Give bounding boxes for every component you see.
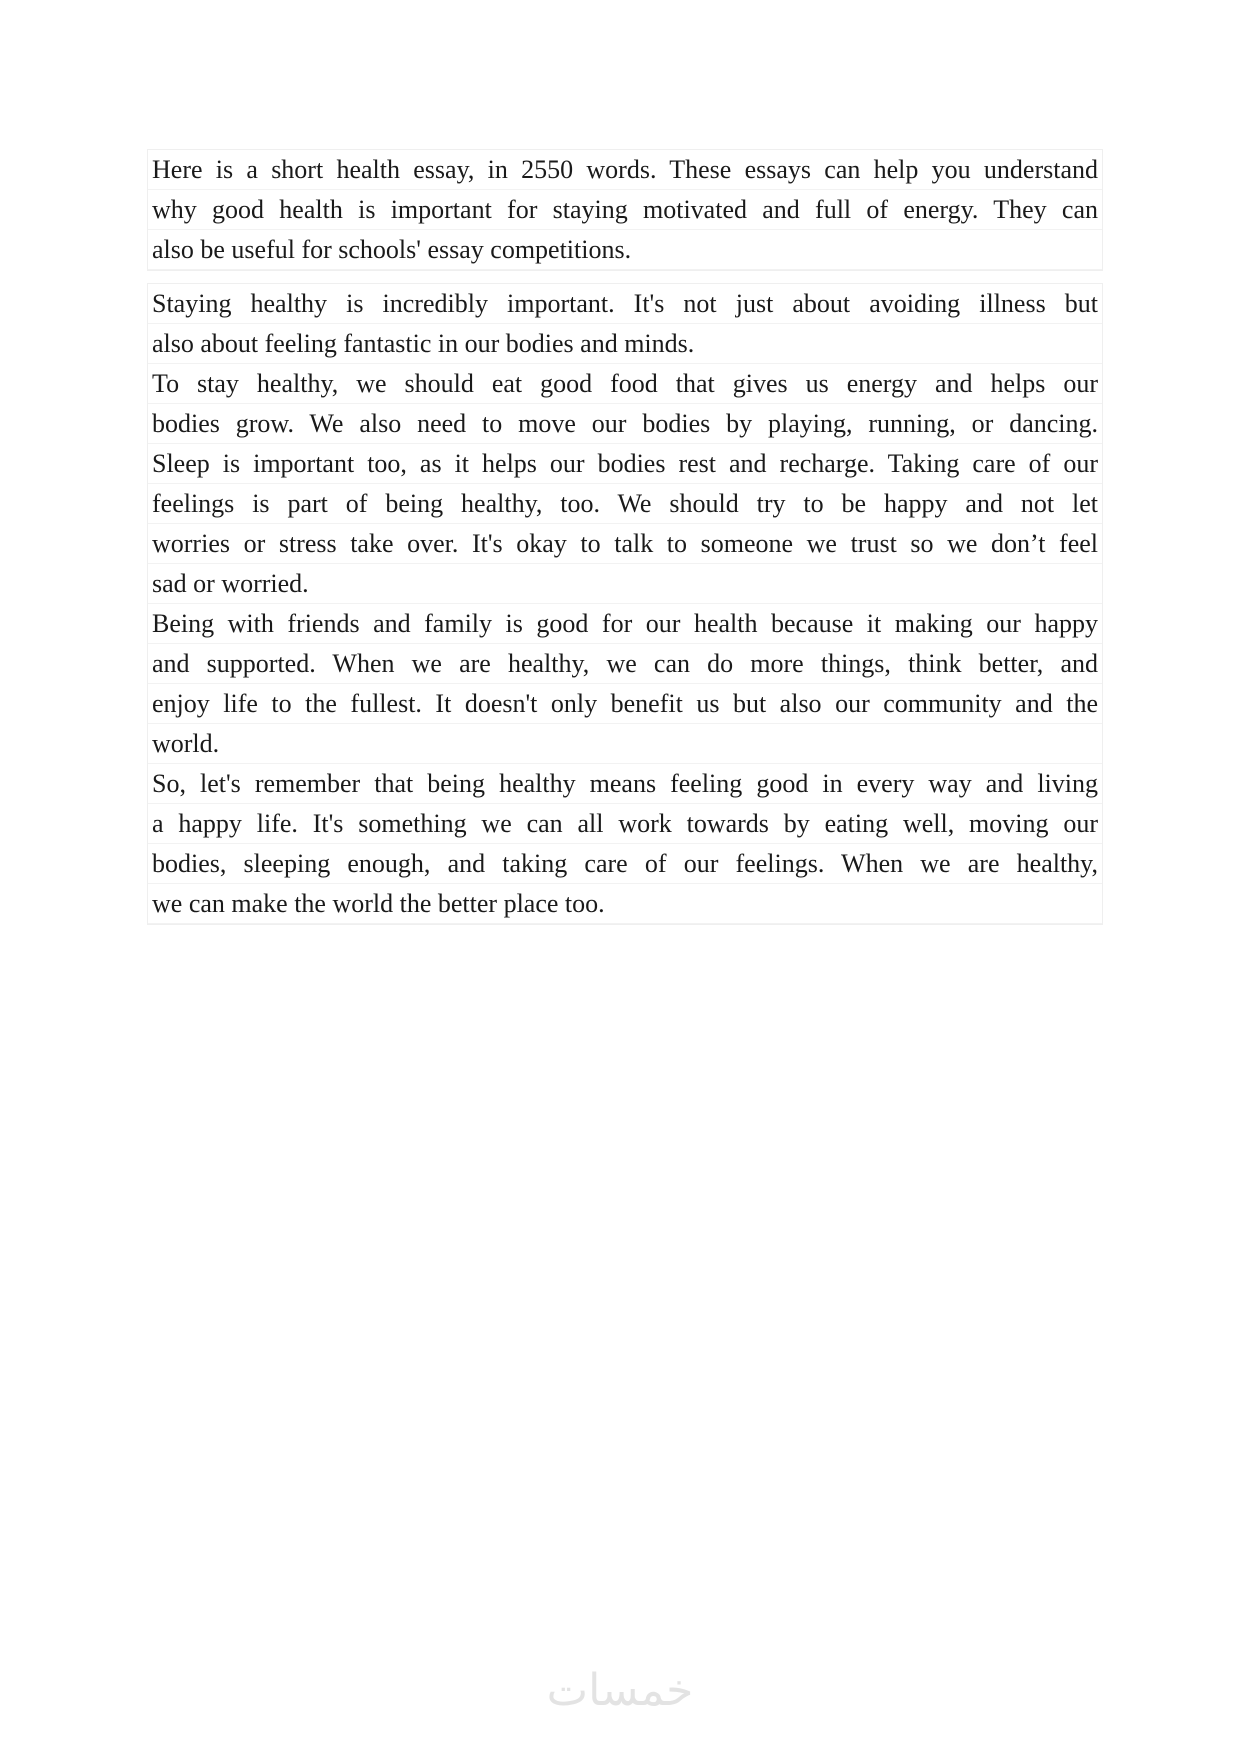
text-line: and supported. When we are healthy, we can do more things, think better, and [148,644,1102,684]
text-line: Sleep is important too, as it helps our bodies rest and recharge. Taking care of our [148,444,1102,484]
text-line: Being with friends and family is good for our health because it making our happy [148,604,1102,644]
intro-paragraph [147,149,1103,271]
text-line: why good health is important for staying motivated and full of energy. They can [148,190,1102,230]
text-line: Here is a short health essay, in 2550 words. These essays can help you understand [148,150,1102,190]
text-line: also be useful for schools' essay competitions. [148,230,1102,270]
text-line: So, let's remember that being healthy means feeling good in every way and living [148,764,1102,804]
text-line: a happy life. It's something we can all work towards by eating well, moving our [148,804,1102,844]
text-line: Staying healthy is incredibly important. It's not just about avoiding illness but [148,284,1102,324]
text-line: feelings is part of being healthy, too. We should try to be happy and not let [148,484,1102,524]
text-line: bodies, sleeping enough, and taking care of our feelings. When we are healthy, [148,844,1102,884]
text-line: To stay healthy, we should eat good food that gives us energy and helps our [148,364,1102,404]
text-line: worries or stress take over. It's okay to talk to someone we trust so we don’t feel [148,524,1102,564]
text-line: we can make the world the better place too. [148,884,1102,924]
text-line: bodies grow. We also need to move our bodies by playing, running, or dancing. [148,404,1102,444]
essay-body [147,283,1103,925]
text-line: world. [148,724,1102,764]
watermark-logo: خمسات [546,1665,694,1716]
text-line: enjoy life to the fullest. It doesn't only benefit us but also our community and the [148,684,1102,724]
text-line: sad or worried. [148,564,1102,604]
text-line: also about feeling fantastic in our bodies and minds. [148,324,1102,364]
